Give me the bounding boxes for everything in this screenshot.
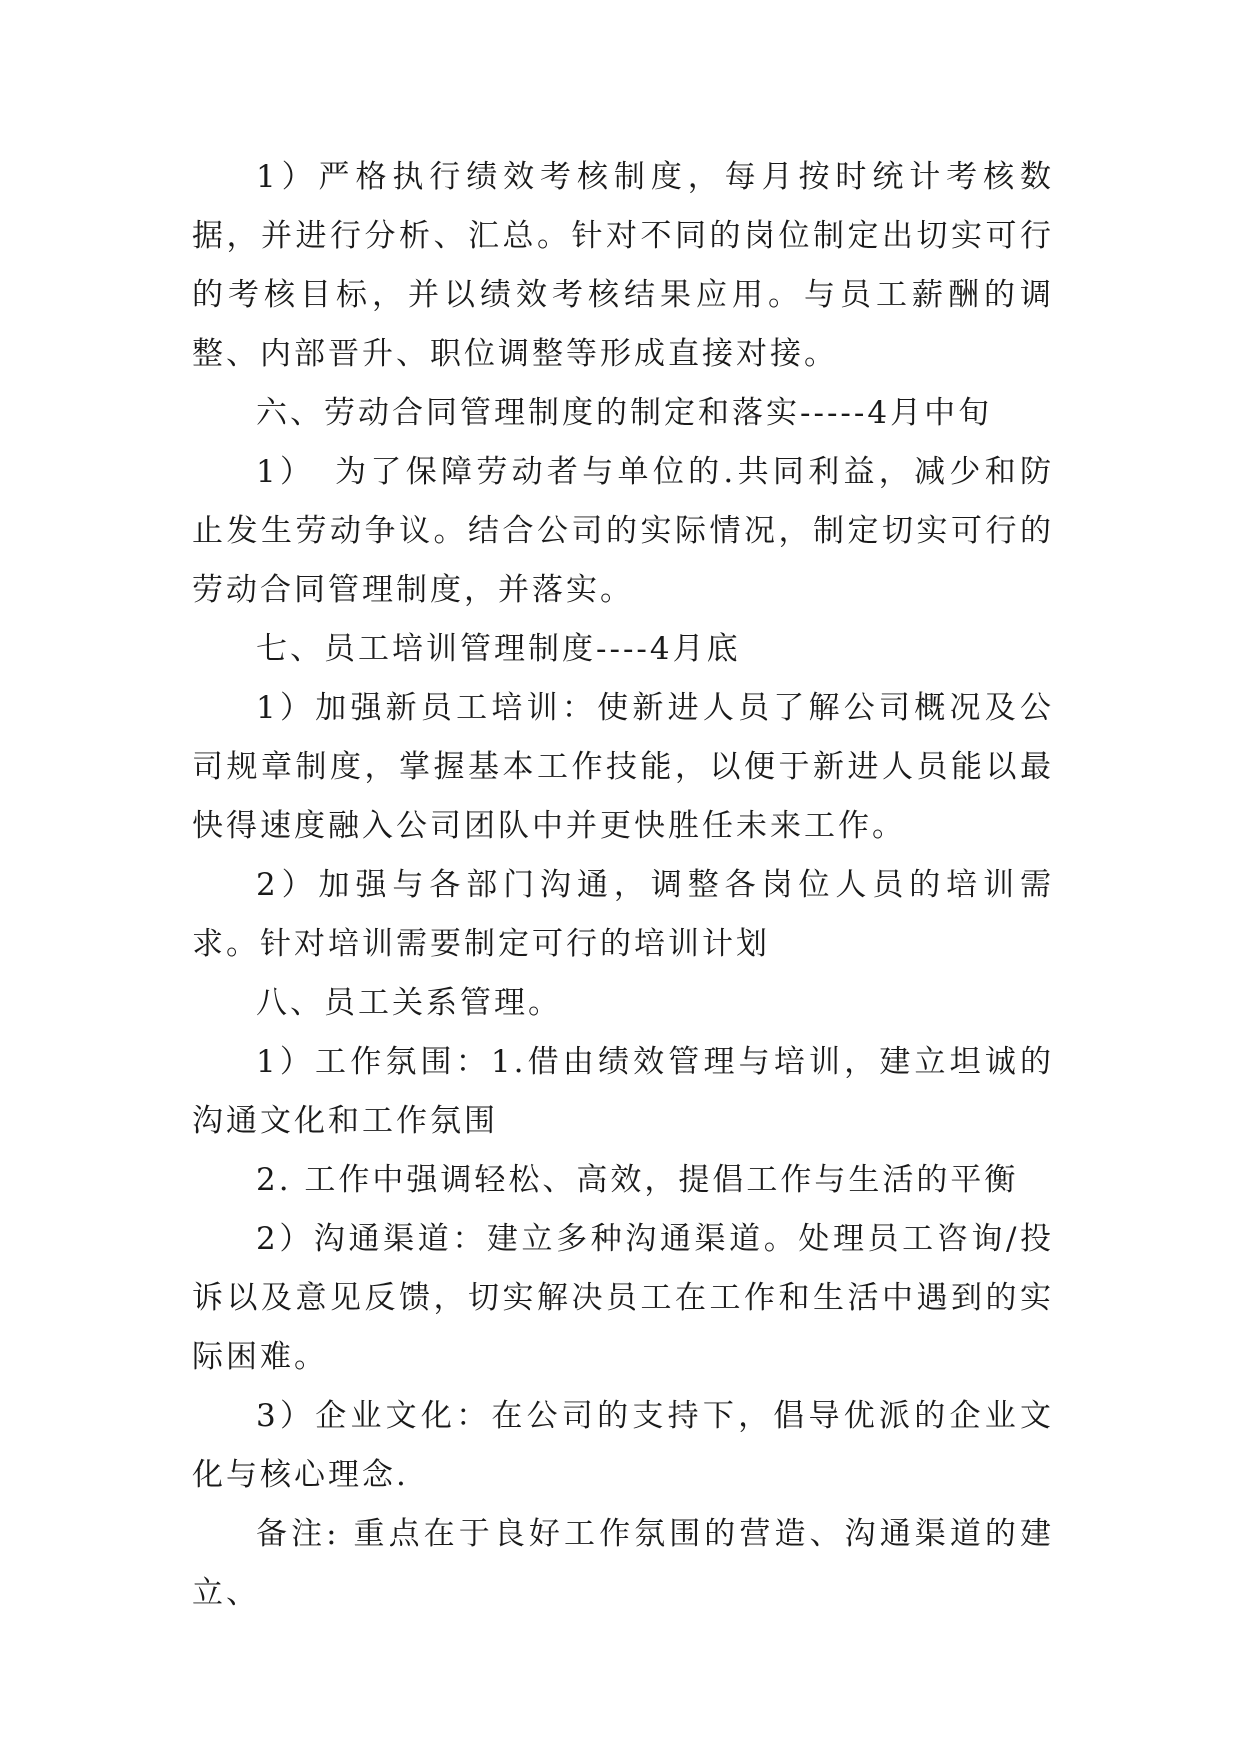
- paragraph-remarks: 备注: 重点在于良好工作氛围的营造、沟通渠道的建立、: [192, 1516, 1054, 1611]
- paragraph-corporate-culture: 3）企业文化：在公司的支持下，倡导优派的企业文化与核心理念.: [192, 1398, 1054, 1493]
- paragraph-communication-channels: 2）沟通渠道：建立多种沟通渠道。处理员工咨询/投诉以及意见反馈，切实解决员工在工作和生活中遇到的实际困难。: [192, 1221, 1054, 1375]
- heading-employee-relations: 八、员工关系管理。: [256, 985, 562, 1021]
- paragraph-department-communication: 2）加强与各部门沟通，调整各岗位人员的培训需求。针对培训需要制定可行的培训计划: [192, 867, 1054, 962]
- paragraph-new-staff-training: 1）加强新员工培训：使新进人员了解公司概况及公司规章制度，掌握基本工作技能，以便于新进人员能以最快得速度融入公司团队中并更快胜任未来工作。: [192, 690, 1054, 844]
- paragraph-work-atmosphere: 1）工作氛围：1.借由绩效管理与培训，建立坦诚的沟通文化和工作氛围: [192, 1044, 1054, 1139]
- document-page: [192, 148, 1054, 1623]
- heading-labor-contract: 六、劳动合同管理制度的制定和落实-----4月中旬: [256, 395, 993, 431]
- paragraph-work-life-balance: 2. 工作中强调轻松、高效，提倡工作与生活的平衡: [256, 1162, 1019, 1198]
- heading-training: 七、员工培训管理制度----4月底: [256, 631, 741, 667]
- paragraph-performance-review: 1）严格执行绩效考核制度，每月按时统计考核数据，并进行分析、汇总。针对不同的岗位制定出切实可行的考核目标，并以绩效考核结果应用。与员工薪酬的调整、内部晋升、职位调整等形成直接对接。: [192, 159, 1054, 372]
- paragraph-labor-contract: 1） 为了保障劳动者与单位的.共同利益，减少和防止发生劳动争议。结合公司的实际情况，制定切实可行的劳动合同管理制度，并落实。: [192, 454, 1054, 608]
